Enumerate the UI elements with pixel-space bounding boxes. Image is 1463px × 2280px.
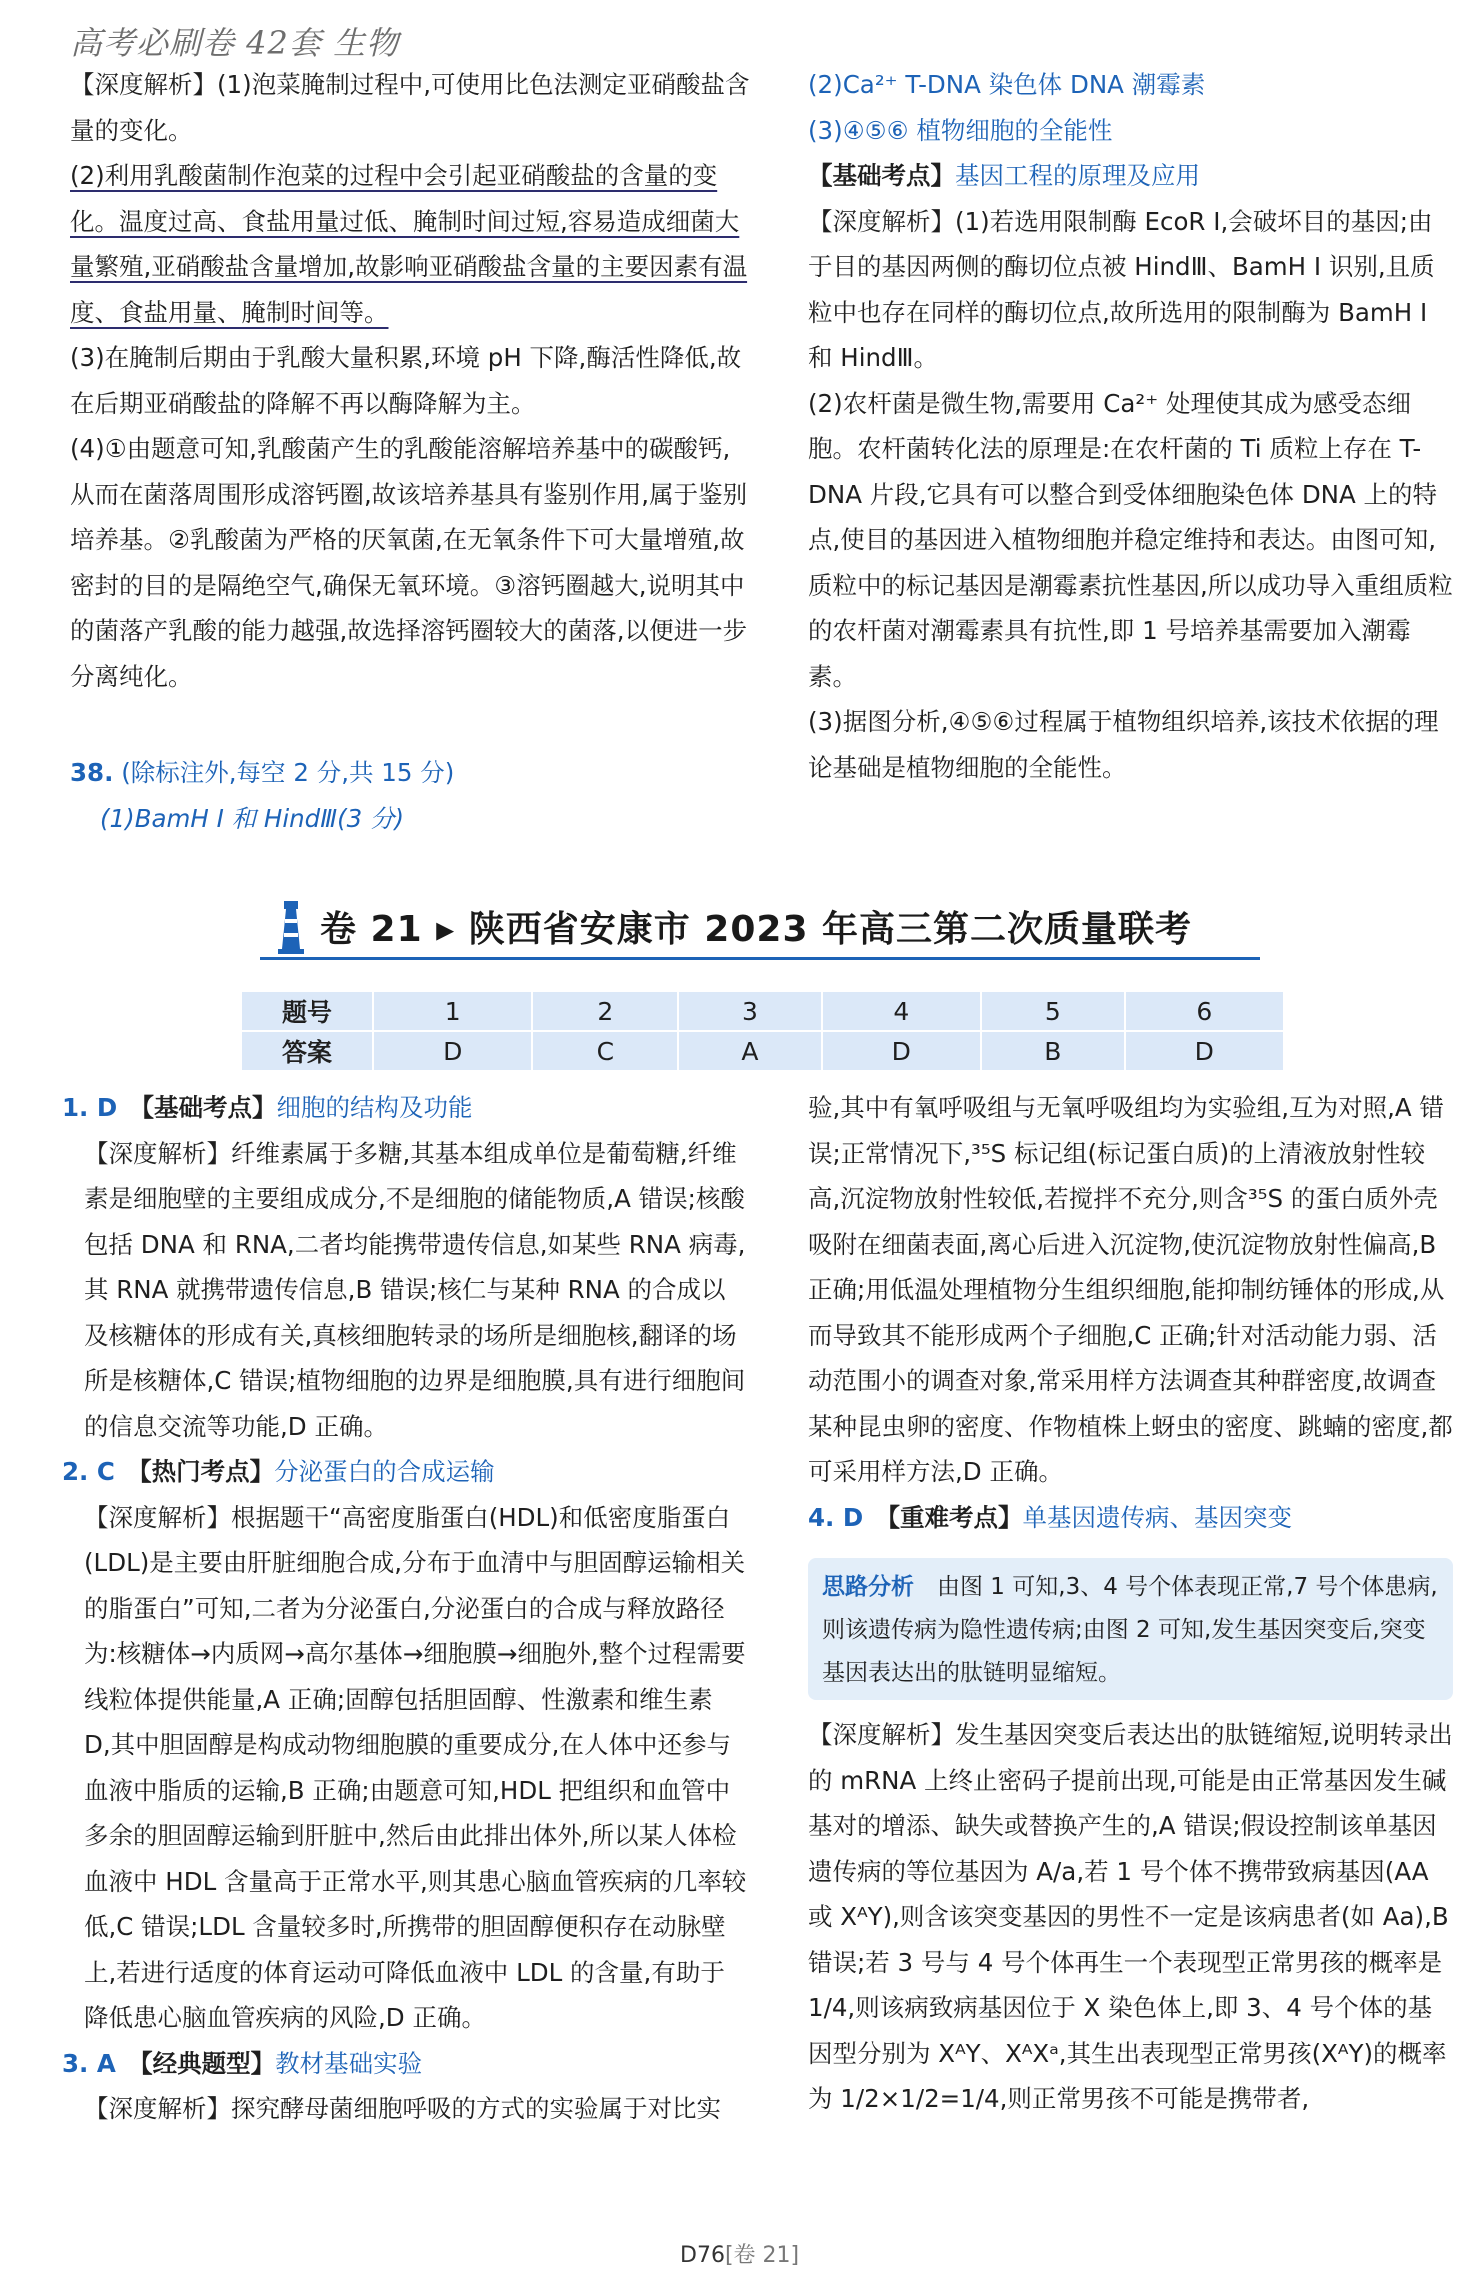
topic-label: 单基因遗传病、基因突变 [1022, 1502, 1292, 1532]
paragraph: (3)在腌制后期由于乳酸大量积累,环境 pH 下降,酶活性降低,故在后期亚硝酸盐的降解不再以酶降解为主。 [70, 343, 742, 418]
paragraph: 【深度解析】(1)泡菜腌制过程中,可使用比色法测定亚硝酸盐含量的变化。 [70, 70, 750, 145]
paragraph: 【深度解析】纤维素属于多糖,其基本组成单位是葡萄糖,纤维素是细胞壁的主要组成成分,不是细胞的储能物质,A 错误;核酸包括 DNA 和 RNA,二者均能携带遗传信息,如某些 RNA 病毒,其 RNA 就携带遗传信息,B 错误;核仁与某种 RNA 的合成以及核糖体的形成有关,真核细胞转录的场所是细胞核,翻译的场所是核糖体,C 错误;植物细胞的边界是细胞膜,具有进行细胞间的信息交流等功能,D 正确。 [84, 1138, 746, 1441]
topic-label: 基因工程的原理及应用 [955, 161, 1200, 190]
book-header-title: 高考必刷卷 42套 生物 [70, 24, 400, 62]
page-number: D76 [680, 2243, 725, 2268]
table-cell: 2 [532, 991, 678, 1031]
thinking-analysis-box [808, 1558, 1453, 1700]
topic-label: 分泌蛋白的合成运输 [274, 1457, 495, 1486]
right-bottom-column [808, 1085, 1453, 1540]
paragraph: 【深度解析】发生基因突变后表达出的肽链缩短,说明转录出的 mRNA 上终止密码子提前出现,可能是由正常基因发生碱基对的增添、缺失或替换产生的,A 错误;假设控制该单基因遗传病的等位基因为 A/a,若 1 号个体不携带致病基因(AA 或 XᴬY),则含该突变基因的男性不一定是该病患者(如 Aa),B 错误;若 3 号与 4 号个体再生一个表现型正常男孩的概率是 1/4,则该病致病基因位于 X 染色体上,即 3、4 号个体的基因型分别为 XᴬY、XᴬXᵃ,其生出表现型正常男孩(XᴬY)的概率为 1/2×1/2=1/4,则正常男孩不可能是携带者, [808, 1720, 1453, 2113]
lighthouse-icon [276, 897, 306, 955]
paragraph: (4)①由题意可知,乳酸菌产生的乳酸能溶解培养基中的碳酸钙,从而在菌落周围形成溶钙圈,故该培养基具有鉴别作用,属于鉴别培养基。②乳酸菌为严格的厌氧菌,在无氧条件下可大量增殖,故密封的目的是隔绝空气,确保无氧环境。③溶钙圈越大,说明其中的菌落产乳酸的能力越强,故选择溶钙圈较大的菌落,以便进一步分离纯化。 [70, 434, 748, 691]
question-number: 3. A [62, 2048, 116, 2078]
table-cell: B [981, 1031, 1125, 1071]
topic-label: 教材基础实验 [275, 2048, 423, 2078]
tag-label: 【基础考点】 [808, 161, 955, 190]
question-number: 38. [70, 758, 114, 787]
left-top-column [70, 62, 750, 699]
paragraph: (2)利用乳酸菌制作泡菜的过程中会引起亚硝酸盐的含量的变化。温度过高、食盐用量过低、腌制时间过短,容易造成细菌大量繁殖,亚硝酸盐含量增加,故影响亚硝酸盐含量的主要因素有温度、食盐用量、腌制时间等。 [70, 161, 748, 327]
table-cell: 3 [678, 991, 821, 1031]
exam-title: 卷 21 ▸ 陕西省安康市 2023 年高三第二次质量联考 [320, 909, 1193, 950]
answer-line: (2)Ca²⁺ T-DNA 染色体 DNA 潮霉素 [808, 70, 1206, 99]
question-number: 2. C [62, 1457, 115, 1486]
tag-label: 【重难考点】 [887, 1502, 1023, 1532]
tag-label: 【热门考点】 [139, 1457, 275, 1486]
right-bottom-column-cont [808, 1712, 1453, 2122]
table-header-cell: 题号 [241, 991, 373, 1031]
table-row [241, 1031, 1284, 1071]
left-bottom-column [62, 1085, 747, 2132]
table-cell: C [532, 1031, 678, 1071]
tag-label: 【基础考点】 [141, 1093, 277, 1122]
topic-label: 细胞的结构及功能 [276, 1093, 473, 1122]
question-number: 4. D [808, 1502, 864, 1532]
table-cell: D [1125, 1031, 1284, 1071]
tag-label: 【经典题型】 [140, 2048, 276, 2078]
question-38-header [70, 750, 750, 841]
paragraph: 【深度解析】根据题干“高密度脂蛋白(HDL)和低密度脂蛋白(LDL)是主要由肝脏细胞合成,分布于血清中与胆固醇运输相关的脂蛋白”可知,二者为分泌蛋白,分泌蛋白的合成与释放路径为:核糖体→内质网→高尔基体→细胞膜→细胞外,整个过程需要线粒体提供能量,A 正确;固醇包括胆固醇、性激素和维生素 D,其中胆固醇是构成动物细胞膜的重要成分,在人体中还参与血液中脂质的运输,B 正确;由题意可知,HDL 把组织和血管中多余的胆固醇运输到肝脏中,然后由此排出体外,所以某人体检血液中 HDL 含量高于正常水平,则其患心脑血管疾病的几率较低,C 错误;LDL 含量较多时,所携带的胆固醇便积存在动脉壁上,若进行适度的体育运动可降低血液中 LDL 的含量,有助于降低患心脑血管疾病的风险,D 正确。 [84, 1502, 747, 2032]
paragraph: (2)农杆菌是微生物,需要用 Ca²⁺ 处理使其成为感受态细胞。农杆菌转化法的原理是:在农杆菌的 Ti 质粒上存在 T-DNA 片段,它具有可以整合到受体细胞染色体 DNA 上的特点,使目的基因进入植物细胞并稳定维持和表达。由图可知,质粒中的标记基因是潮霉素抗性基因,所以成功导入重组质粒的农杆菌对潮霉素具有抗性,即 1 号培养基需要加入潮霉素。 [808, 388, 1453, 691]
table-cell: A [678, 1031, 821, 1071]
table-cell: D [373, 1031, 532, 1071]
right-top-column [808, 62, 1453, 790]
paragraph: 验,其中有氧呼吸组与无氧呼吸组均为实验组,互为对照,A 错误;正常情况下,³⁵S 标记组(标记蛋白质)的上清液放射性较高,沉淀物放射性较低,若搅拌不充分,则含³⁵S 的蛋白质外壳吸附在细菌表面,离心后进入沉淀物,使沉淀物放射性偏高,B 正确;用低温处理植物分生组织细胞,能抑制纺锤体的形成,从而导致其不能形成两个子细胞,C 正确;针对活动能力弱、活动范围小的调查对象,常采用样方法调查其种群密度,故调查某种昆虫卵的密度、作物植株上蚜虫的密度、跳蝻的密度,都可采用样方法,D 正确。 [808, 1093, 1453, 1486]
exam-banner [260, 895, 1260, 965]
table-cell: 6 [1125, 991, 1284, 1031]
table-row [241, 991, 1284, 1031]
paragraph: 【深度解析】探究酵母菌细胞呼吸的方式的实验属于对比实 [84, 2094, 721, 2123]
page-footer [680, 2238, 799, 2269]
question-number: 1. D [62, 1093, 118, 1122]
table-cell: D [822, 1031, 981, 1071]
table-cell: 5 [981, 991, 1125, 1031]
think-label: 思路分析 [822, 1574, 914, 1600]
table-cell: 1 [373, 991, 532, 1031]
volume-label: [卷 21] [724, 2243, 800, 2268]
answer-table [240, 990, 1285, 1072]
paragraph: (3)据图分析,④⑤⑥过程属于植物组织培养,该技术依据的理论基础是植物细胞的全能性。 [808, 707, 1439, 782]
answer-line: (1)BamH Ⅰ 和 HindⅢ(3 分) [100, 803, 405, 833]
banner-underline [260, 957, 1260, 960]
think-text: 由图 1 可知,3、4 号个体表现正常,7 号个体患病,则该遗传病为隐性遗传病;由图 2 可知,发生基因突变后,突变基因表达出的肽链明显缩短。 [822, 1574, 1438, 1686]
table-header-cell: 答案 [241, 1031, 373, 1071]
paragraph: 【深度解析】(1)若选用限制酶 EcoR Ⅰ,会破坏目的基因;由于目的基因两侧的酶切位点被 HindⅢ、BamH Ⅰ 识别,且质粒中也存在同样的酶切位点,故所选用的限制酶为 BamH Ⅰ 和 HindⅢ。 [808, 206, 1435, 372]
score-note: (除标注外,每空 2 分,共 15 分) [121, 758, 455, 787]
answer-line: (3)④⑤⑥ 植物细胞的全能性 [808, 115, 1113, 145]
table-cell: 4 [822, 991, 981, 1031]
